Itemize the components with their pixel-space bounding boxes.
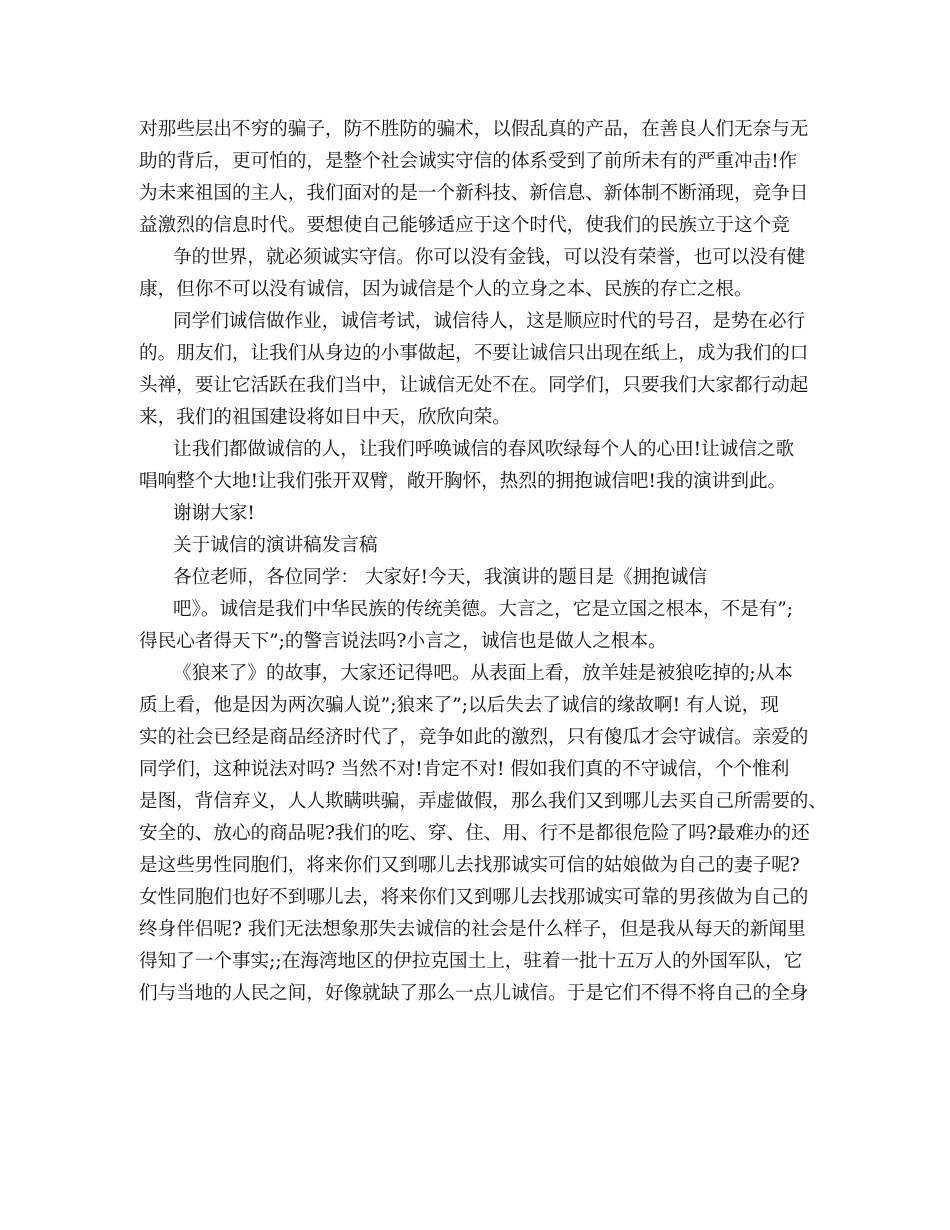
text-line: 是这些男性同胞们，将来你们又到哪儿去找那诚实可信的姑娘做为自己的妻子呢? — [139, 855, 800, 876]
section-heading: 关于诚信的演讲稿发言稿 — [173, 535, 378, 556]
text-line: 安全的、放心的商品呢?我们的吃、穿、住、用、行不是都很危险了吗?最难办的还 — [139, 823, 810, 844]
text-line: 为未来祖国的主人，我们面对的是一个新科技、新信息、新体制不断涌现，竞争日 — [139, 183, 809, 204]
text-line: 终身伴侣呢? 我们无法想象那失去诚信的社会是什么样子，但是我从每天的新闻里 — [139, 919, 806, 940]
text-line: 同学们诚信做作业，诚信考试，诚信待人，这是顺应时代的号召，是势在必行 — [173, 311, 806, 332]
text-line: 各位老师，各位同学： 大家好!今天，我演讲的题目是《拥抱诚信 — [173, 567, 708, 588]
text-line: 唱响整个大地!让我们张开双臂，敞开胸怀，热烈的拥抱诚信吧!我的演讲到此。 — [139, 471, 787, 492]
text-line: 们与当地的人民之间，好像就缺了那么一点儿诚信。于是它们不得不将自己的全身 — [139, 983, 809, 1004]
text-line: 是图，背信弃义，人人欺瞒哄骗，弄虚做假，那么我们又到哪儿去买自己所需要的、 — [139, 791, 827, 812]
text-line: 质上看，他是因为两次骗人说”;狼来了”;以后失去了诚信的缘故啊! 有人说，现 — [139, 695, 779, 716]
text-line: 益激烈的信息时代。要想使自己能够适应于这个时代，使我们的民族立于这个竞 — [139, 215, 790, 236]
text-line: 实的社会已经是商品经济时代了，竞争如此的激烈，只有傻瓜才会守诚信。亲爱的 — [139, 727, 809, 748]
text-line: 头禅，要让它活跃在我们当中，让诚信无处不在。同学们，只要我们大家都行动起 — [139, 375, 809, 396]
text-line: 同学们，这种说法对吗? 当然不对!肯定不对! 假如我们真的不守诚信，个个惟利 — [139, 759, 790, 780]
document-body-text — [139, 114, 829, 1010]
text-line: 《狼来了》的故事，大家还记得吧。从表面上看，放羊娃是被狼吃掉的;从本 — [173, 663, 793, 684]
text-line: 来，我们的祖国建设将如日中天，欣欣向荣。 — [139, 407, 511, 428]
text-line: 康，但你不可以没有诚信，因为诚信是个人的立身之本、民族的存亡之根。 — [139, 279, 753, 300]
text-line: 争的世界，就必须诚实守信。你可以没有金钱，可以没有荣誉，也可以没有健 — [173, 247, 806, 268]
text-line: 让我们都做诚信的人，让我们呼唤诚信的春风吹绿每个人的心田!让诚信之歌 — [173, 439, 795, 460]
text-line: 得民心者得天下”;的警言说法吗?小言之，诚信也是做人之根本。 — [139, 631, 667, 652]
text-line: 吧》。诚信是我们中华民族的传统美德。大言之，它是立国之根本，不是有”; — [173, 599, 794, 620]
text-line: 女性同胞们也好不到哪儿去，将来你们又到哪儿去找那诚实可靠的男孩做为自己的 — [139, 887, 809, 908]
text-line: 谢谢大家! — [173, 503, 255, 524]
text-line: 助的背后，更可怕的，是整个社会诚实守信的体系受到了前所未有的严重冲击!作 — [139, 151, 798, 172]
text-line: 对那些层出不穷的骗子，防不胜防的骗术，以假乱真的产品，在善良人们无奈与无 — [139, 119, 809, 140]
text-line: 得知了一个事实;;在海湾地区的伊拉克国土上，驻着一批十五万人的外国军队，它 — [139, 951, 803, 972]
text-line: 的。朋友们，让我们从身边的小事做起，不要让诚信只出现在纸上，成为我们的口 — [139, 343, 809, 364]
